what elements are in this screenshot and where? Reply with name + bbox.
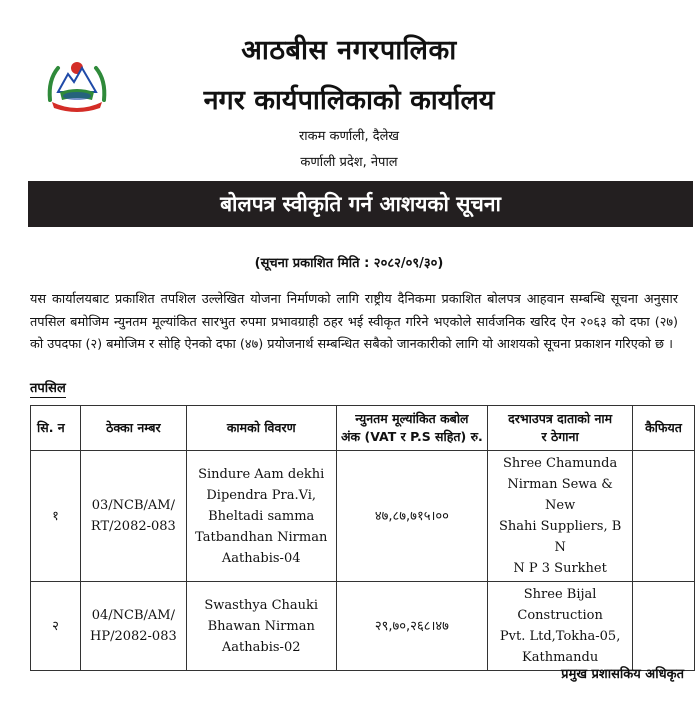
description-line: Aathabis-04 [221,550,301,566]
row-amount: २९,७०,२६८।४७ [336,582,488,671]
description-line: Dipendra Pra.Vi, [206,487,317,503]
row-remarks [633,582,695,671]
signature-title: प्रमुख प्रशासकिय अधिकृत [561,667,684,682]
row-contract-no [80,451,186,582]
bidder-line: Kathmandu [522,650,599,665]
table-header-row [31,406,695,451]
header-amount [336,406,488,451]
notice-body: यस कार्यालयबाट प्रकाशित तपशिल उल्लेखित योजना निर्माणको लागि राष्ट्रीय दैनिकमा प्रकाशित बोलपत्र आहवान सम्बन्धि सूचना अनुसार तपसिल बमोजिम न्युनतम मूल्यांकित सारभुत रुपमा प्रभावग्राही ठहर भई स्वीकृत गरिने भएकोले सार्वजनिक खरिद ऐन २०६३ को दफा (२७) को उपदफा (२) बमोजिम र सोहि ऐनको दफा (४७) प्रयोजनार्थ सम्बन्धित सबैको जानकारीको लागि यो आशयको सूचना प्रकाशन गरिएको छ । [30,292,678,352]
table-row [31,451,695,582]
description-line: Sindure Aam dekhi [198,466,325,482]
header-contract-no: ठेक्का नम्बर [80,406,186,451]
contracts-table [30,405,695,671]
header-amount-line-1: न्युनतम मूल्यांकित कबोल [355,411,469,426]
row-amount: ४७,८७,७१५।०० [336,451,488,582]
description-line: Bheltadi samma [208,508,315,524]
bidder-line: Pvt. Ltd,Tokha-05, [499,629,621,644]
description-line: Tatbandhan Nirman [195,529,328,545]
table-row [31,582,695,671]
header-bidder [488,406,633,451]
header-bidder-line-1: दरभाउपत्र दाताको नाम [508,411,613,426]
row-description [186,582,336,671]
notice-title-banner: बोलपत्र स्वीकृति गर्न आशयको सूचना [28,181,693,227]
row-remarks [633,451,695,582]
contract-no-line: 04/NCB/AM/ [91,608,175,623]
description-line: Bhawan Nirman [207,618,315,634]
bidder-line: Shahi Suppliers, B N [498,519,622,555]
office-name: नगर कार्यपालिकाको कार्यालय [203,85,495,116]
row-bidder [488,582,633,671]
description-line: Aathabis-02 [221,639,301,655]
header-description: कामको विवरण [186,406,336,451]
row-sn: १ [31,451,81,582]
row-bidder [488,451,633,582]
bidder-line: Construction [517,608,603,623]
header-remarks: कैफियत [633,406,695,451]
bidder-line: N P 3 Surkhet [513,561,607,576]
contract-no-line: RT/2082-083 [90,519,176,534]
municipality-name: आठबीस नगरपालिका [241,35,457,66]
address-line-1: राकम कर्णाली, दैलेख [298,129,400,144]
table-caption: तपसिल [30,381,66,396]
bidder-line: Shree Bijal [523,587,597,602]
address-line-2: कर्णाली प्रदेश, नेपाल [300,155,398,170]
bidder-line: Shree Chamunda [503,456,618,471]
description-line: Swasthya Chauki [204,597,319,613]
published-date: (सूचना प्रकाशित मिति : २०८२/०९/३०) [254,256,444,271]
bidder-line: Nirman Sewa & New [507,477,613,513]
contract-no-line: 03/NCB/AM/ [91,498,175,513]
row-description [186,451,336,582]
header-sn: सि. न [31,406,81,451]
contract-no-line: HP/2082-083 [89,629,177,644]
header-bidder-line-2: र ठेगाना [541,429,579,444]
row-sn: २ [31,582,81,671]
header-amount-line-2: अंक (VAT र P.S सहित) रु. [341,429,483,444]
row-contract-no [80,582,186,671]
